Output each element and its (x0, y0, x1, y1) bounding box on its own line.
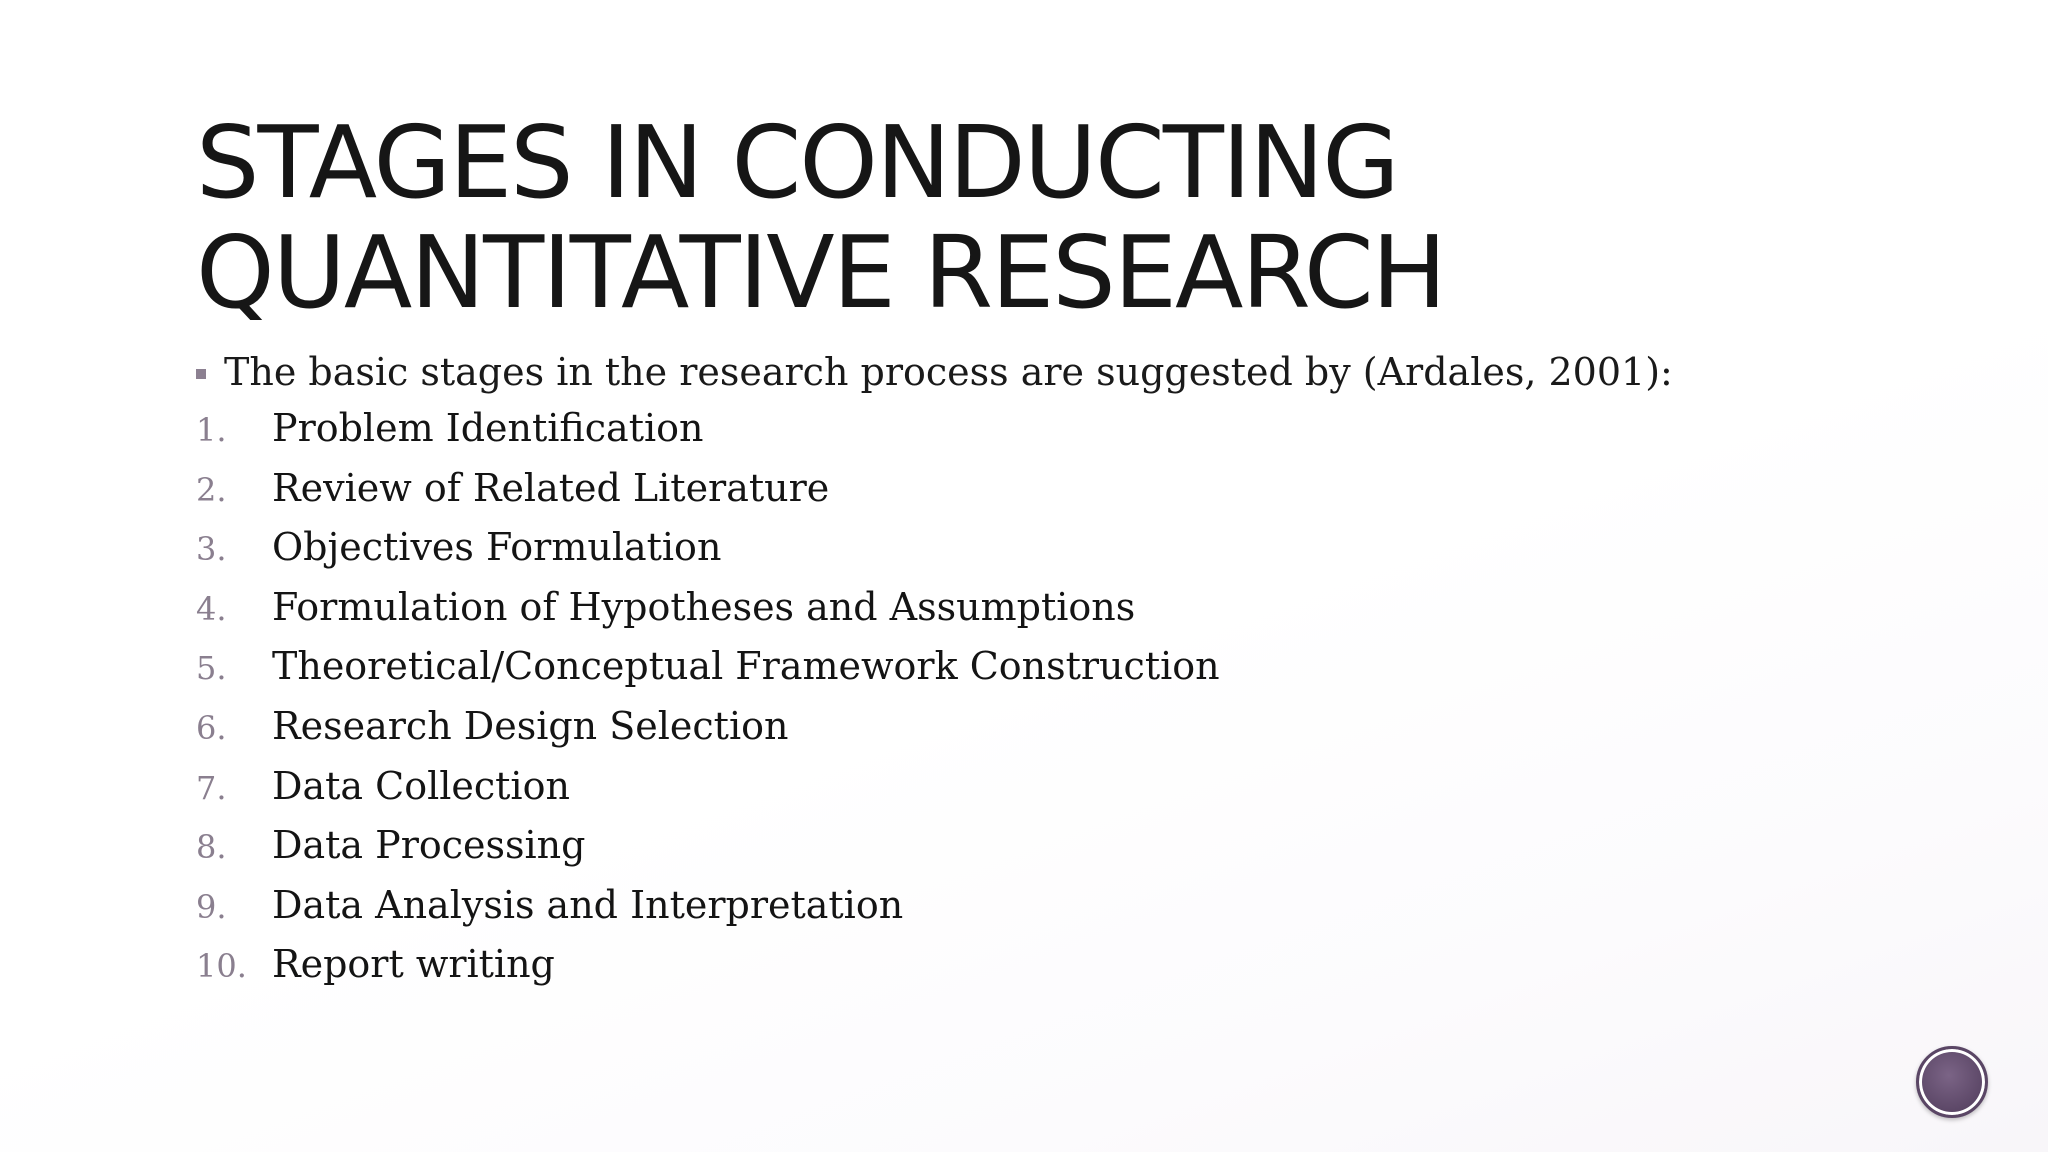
list-item (196, 883, 1220, 943)
step-number: 9. (196, 887, 227, 926)
step-number: 5. (196, 649, 227, 688)
title-line-1: STAGES IN CONDUCTING (196, 104, 1398, 221)
intro-bullet (196, 350, 1673, 394)
step-number: 6. (196, 708, 227, 747)
step-label: Data Analysis and Interpretation (272, 882, 904, 927)
list-item (196, 585, 1220, 645)
list-item (196, 406, 1220, 466)
step-number: 2. (196, 470, 227, 509)
step-label: Data Processing (272, 823, 586, 868)
square-bullet-icon (196, 369, 206, 379)
intro-text: The basic stages in the research process are suggested by (Ardales, 2001): (224, 350, 1673, 394)
step-label: Report writing (272, 942, 555, 987)
list-item (196, 704, 1220, 764)
step-number: 1. (196, 411, 227, 449)
step-label: Problem Identification (272, 406, 704, 450)
list-item (196, 823, 1220, 883)
list-item (196, 466, 1220, 526)
list-item (196, 644, 1220, 704)
step-label: Objectives Formulation (272, 525, 722, 570)
step-label: Research Design Selection (272, 703, 789, 748)
step-number: 7. (196, 768, 227, 807)
title-line-2: QUANTITATIVE RESEARCH (196, 214, 1445, 331)
list-item (196, 525, 1220, 585)
slide-title (196, 104, 1445, 331)
circle-nav-icon[interactable] (1916, 1046, 1988, 1118)
step-label: Formulation of Hypotheses and Assumptions (272, 584, 1136, 629)
step-label: Data Collection (272, 763, 570, 808)
step-label: Theoretical/Conceptual Framework Construction (272, 644, 1220, 689)
step-number: 4. (196, 589, 227, 628)
step-label: Review of Related Literature (272, 465, 830, 510)
step-number: 10. (196, 947, 247, 986)
step-number: 3. (196, 530, 227, 569)
step-number: 8. (196, 828, 227, 867)
stages-list (196, 406, 1220, 1002)
list-item (196, 942, 1220, 1002)
list-item (196, 764, 1220, 824)
